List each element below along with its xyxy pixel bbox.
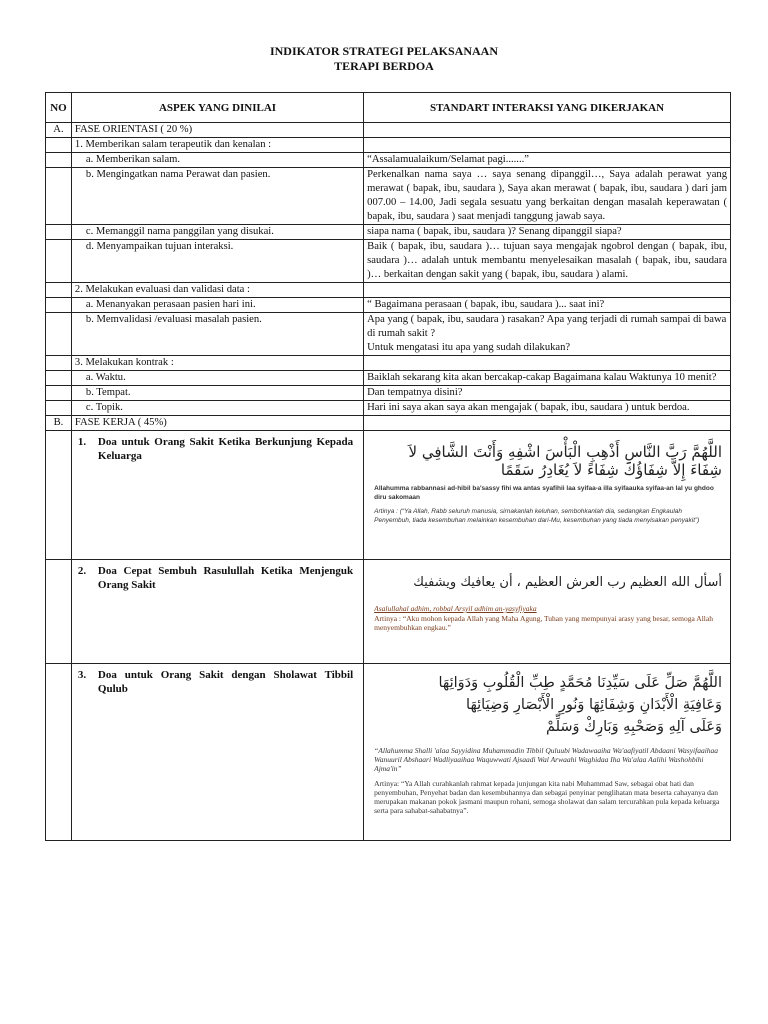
standart-1a: “Assalamualaikum/Selamat pagi.......” (364, 153, 731, 168)
table-row (46, 401, 731, 416)
standart-3c: Hari ini saya akan saya akan mengajak ( bapak, ibu, saudara ) untuk berdoa. (364, 401, 731, 416)
doa-2-content (364, 560, 731, 664)
table-row (46, 298, 731, 313)
table-row (46, 138, 731, 153)
standart-2b-line-2: Untuk mengatasi itu apa yang sudah dilakukan? (367, 342, 571, 353)
aspek-3b: b. Tempat. (71, 386, 363, 401)
standart-3a: Baiklah sekarang kita akan bercakap-cakap Bagaimana kalau Waktunya 10 menit? (364, 371, 731, 386)
aspek-3c: c. Topik. (71, 401, 363, 416)
doa-3-arabic-line-1: اللَّهُمَّ صَلِّ عَلَى سَيِّدِنَا مُحَمَّدٍ طِبِّ الْقُلُوبِ وَدَوَائِهَا (438, 675, 722, 691)
doa-1-number: 1. (77, 436, 87, 448)
doa-1-arti: Artinya : (“Ya Allah, Rabb seluruh manusia, sirnakanlah keluhan, sembohkanlah dia, sedangkan Engkaulah Penyembuh, tiada kesembuhan melainkan kesembuhan dari-Mu, kesembuhan yang tiada menyisakan penyakit”) (374, 508, 700, 524)
header-standart: STANDART INTERAKSI YANG DIKERJAKAN (364, 93, 731, 123)
group-1-label: 1. Memberikan salam terapeutik dan kenalan : (71, 138, 363, 153)
document-title (0, 44, 768, 74)
aspek-3a: a. Waktu. (71, 371, 363, 386)
standart-3b: Dan tempatnya disini? (364, 386, 731, 401)
header-aspek: ASPEK YANG DINILAI (71, 93, 363, 123)
table-header-row (46, 93, 731, 123)
aspek-2a: a. Menanyakan perasaan pasien hari ini. (71, 298, 363, 313)
standart-1d: Baik ( bapak, ibu, saudara )… tujuan saya mengajak ngobrol dengan ( bapak, ibu, saudara )… adalah untuk membantu menyelesaikan masalah ( bapak, ibu, saudara )… berkaitan dengan sakit yang ( bapak, ibu, saudara ) alami. (364, 240, 731, 283)
table-row (46, 225, 731, 240)
doa-2-number: 2. (77, 565, 87, 577)
doa-3-title (71, 664, 363, 841)
doa-1-arabic: اللَّهُمَّ رَبَّ النَّاسِ أَذْهِبِ الْبَأْسَ اشْفِهِ وَأَنْتَ الشَّافِي لاَ شِفَاءَ إِلاَّ شِفَاؤُكَ شِفَاءً لاَ يُغَادِرُ سَقَمًا (408, 443, 722, 479)
section-a-row (46, 123, 731, 138)
table-row (46, 371, 731, 386)
doa-2-latin: Asalullahal adhim, robbal Arsyil adhim an-yasyfiyaka (374, 604, 537, 613)
doa-row-1 (46, 431, 731, 560)
table-row (46, 153, 731, 168)
indicator-table (45, 92, 731, 841)
aspek-1b: b. Mengingatkan nama Perawat dan pasien. (71, 168, 363, 225)
doa-2-title (71, 560, 363, 664)
doa-3-arabic (364, 664, 730, 742)
doa-3-content (364, 664, 731, 841)
doa-2-arabic: أسأل الله العظيم رب العرش العظيم ، أن يعافيك ويشفيك (413, 575, 722, 590)
doa-1-content (364, 431, 731, 560)
table-row (46, 313, 731, 356)
doa-3-arti: Artinya: “Ya Allah curahkanlah rahmat kepada junjungan kita nabi Muhammad Saw, sebagai obat hati dan penyembuhan, Penyehat badan dan kesembuhannya dan sebagai penyinar penglihatan mata beserta cahayanya dan merupakan makanan pokok jasmani maupun rohani, semoga sholawat dan salam tercurahkan pula kepada keluarga serta para sahabat-sahabatnya”. (374, 779, 720, 815)
doa-1-latin: Allahumma rabbannasi ad-hibil ba'sassy fihi wa antas syafihii laa syifaa-a illa syifaauka syifaa-an lal yu ghdoo diru sakomaan (374, 485, 714, 501)
section-b-no: B. (46, 416, 72, 431)
section-a-no: A. (46, 123, 72, 138)
group-2-label: 2. Melakukan evaluasi dan validasi data : (71, 283, 363, 298)
doa-row-2 (46, 560, 731, 664)
section-a-label: FASE ORIENTASI ( 20 %) (71, 123, 363, 138)
doa-2-arti: Artinya : “Aku mohon kepada Allah yang Maha Agung, Tuhan yang mempunyai arasy yang besar, semoga Allah menyembuhkan engkau.” (374, 614, 713, 632)
table-row (46, 283, 731, 298)
section-b-label: FASE KERJA ( 45%) (71, 416, 363, 431)
doa-2-title-text: Doa Cepat Sembuh Rasulullah Ketika Menjenguk Orang Sakit (97, 565, 354, 591)
table-row (46, 168, 731, 225)
title-line-1: INDIKATOR STRATEGI PELAKSANAAN (269, 44, 499, 58)
standart-1c: siapa nama ( bapak, ibu, saudara )? Senang dipanggil siapa? (364, 225, 731, 240)
doa-3-latin: “Allahumma Shalli 'alaa Sayyidina Muhammadin Tibbil Quluubi Wadawaaiha Wa'aafiyatil Abdaani Wasyifaaihaa Wanuuril Abshaari Wadliyaaihaa Waquwwati Ajsaadi Wal Arwaahi Waghidaa Iha Wa'alaa Aalihi Washohbihi Ajma'in” (374, 746, 719, 773)
section-b-row (46, 416, 731, 431)
doa-3-arabic-line-3: وَعَلَى آلِهِ وَصَحْبِهِ وَبَارِكْ وَسَلِّمْ (545, 719, 722, 735)
doa-3-title-text: Doa untuk Orang Sakit dengan Sholawat Tibbil Qulub (97, 669, 354, 695)
standart-2b (364, 313, 731, 356)
doa-3-arabic-line-2: وَعَافِيَةِ الْأَبْدَانِ وَشِفَائِهَا وَنُورِ الْأَبْصَارِ وَضِيَائِهَا (466, 697, 722, 713)
aspek-1d: d. Menyampaikan tujuan interaksi. (71, 240, 363, 283)
header-no: NO (46, 93, 72, 123)
aspek-1a: a. Memberikan salam. (71, 153, 363, 168)
aspek-2b: b. Memvalidasi /evaluasi masalah pasien. (71, 313, 363, 356)
standart-1b: Perkenalkan nama saya … saya senang dipanggil…, Saya adalah perawat yang merawat ( bapak, ibu, saudara ), Saya akan merawat ( bapak, ibu, saudara ) dari jam 007.00 – 14.00, Jadi segala sesuatu yang berkaitan dengan masalah keperawatan ( bapak, ibu, saudara ) saat menjadi tanggung jawab saya. (364, 168, 731, 225)
doa-1-title-text: Doa untuk Orang Sakit Ketika Berkunjung Kepada Keluarga (97, 436, 354, 462)
group-3-label: 3. Melakukan kontrak : (71, 356, 363, 371)
standart-2b-line-1: Apa yang ( bapak, ibu, saudara ) rasakan? Apa yang terjadi di rumah sampai di bawa di rumah sakit ? (367, 314, 727, 339)
table-row (46, 240, 731, 283)
doa-row-3 (46, 664, 731, 841)
standart-2a: “ Bagaimana perasaan ( bapak, ibu, saudara )... saat ini? (364, 298, 731, 313)
doa-1-title (71, 431, 363, 560)
table-row (46, 386, 731, 401)
aspek-1c: c. Memanggil nama panggilan yang disukai. (71, 225, 363, 240)
title-line-2: TERAPI BERDOA (334, 59, 434, 73)
table-row (46, 356, 731, 371)
doa-3-number: 3. (77, 669, 87, 681)
